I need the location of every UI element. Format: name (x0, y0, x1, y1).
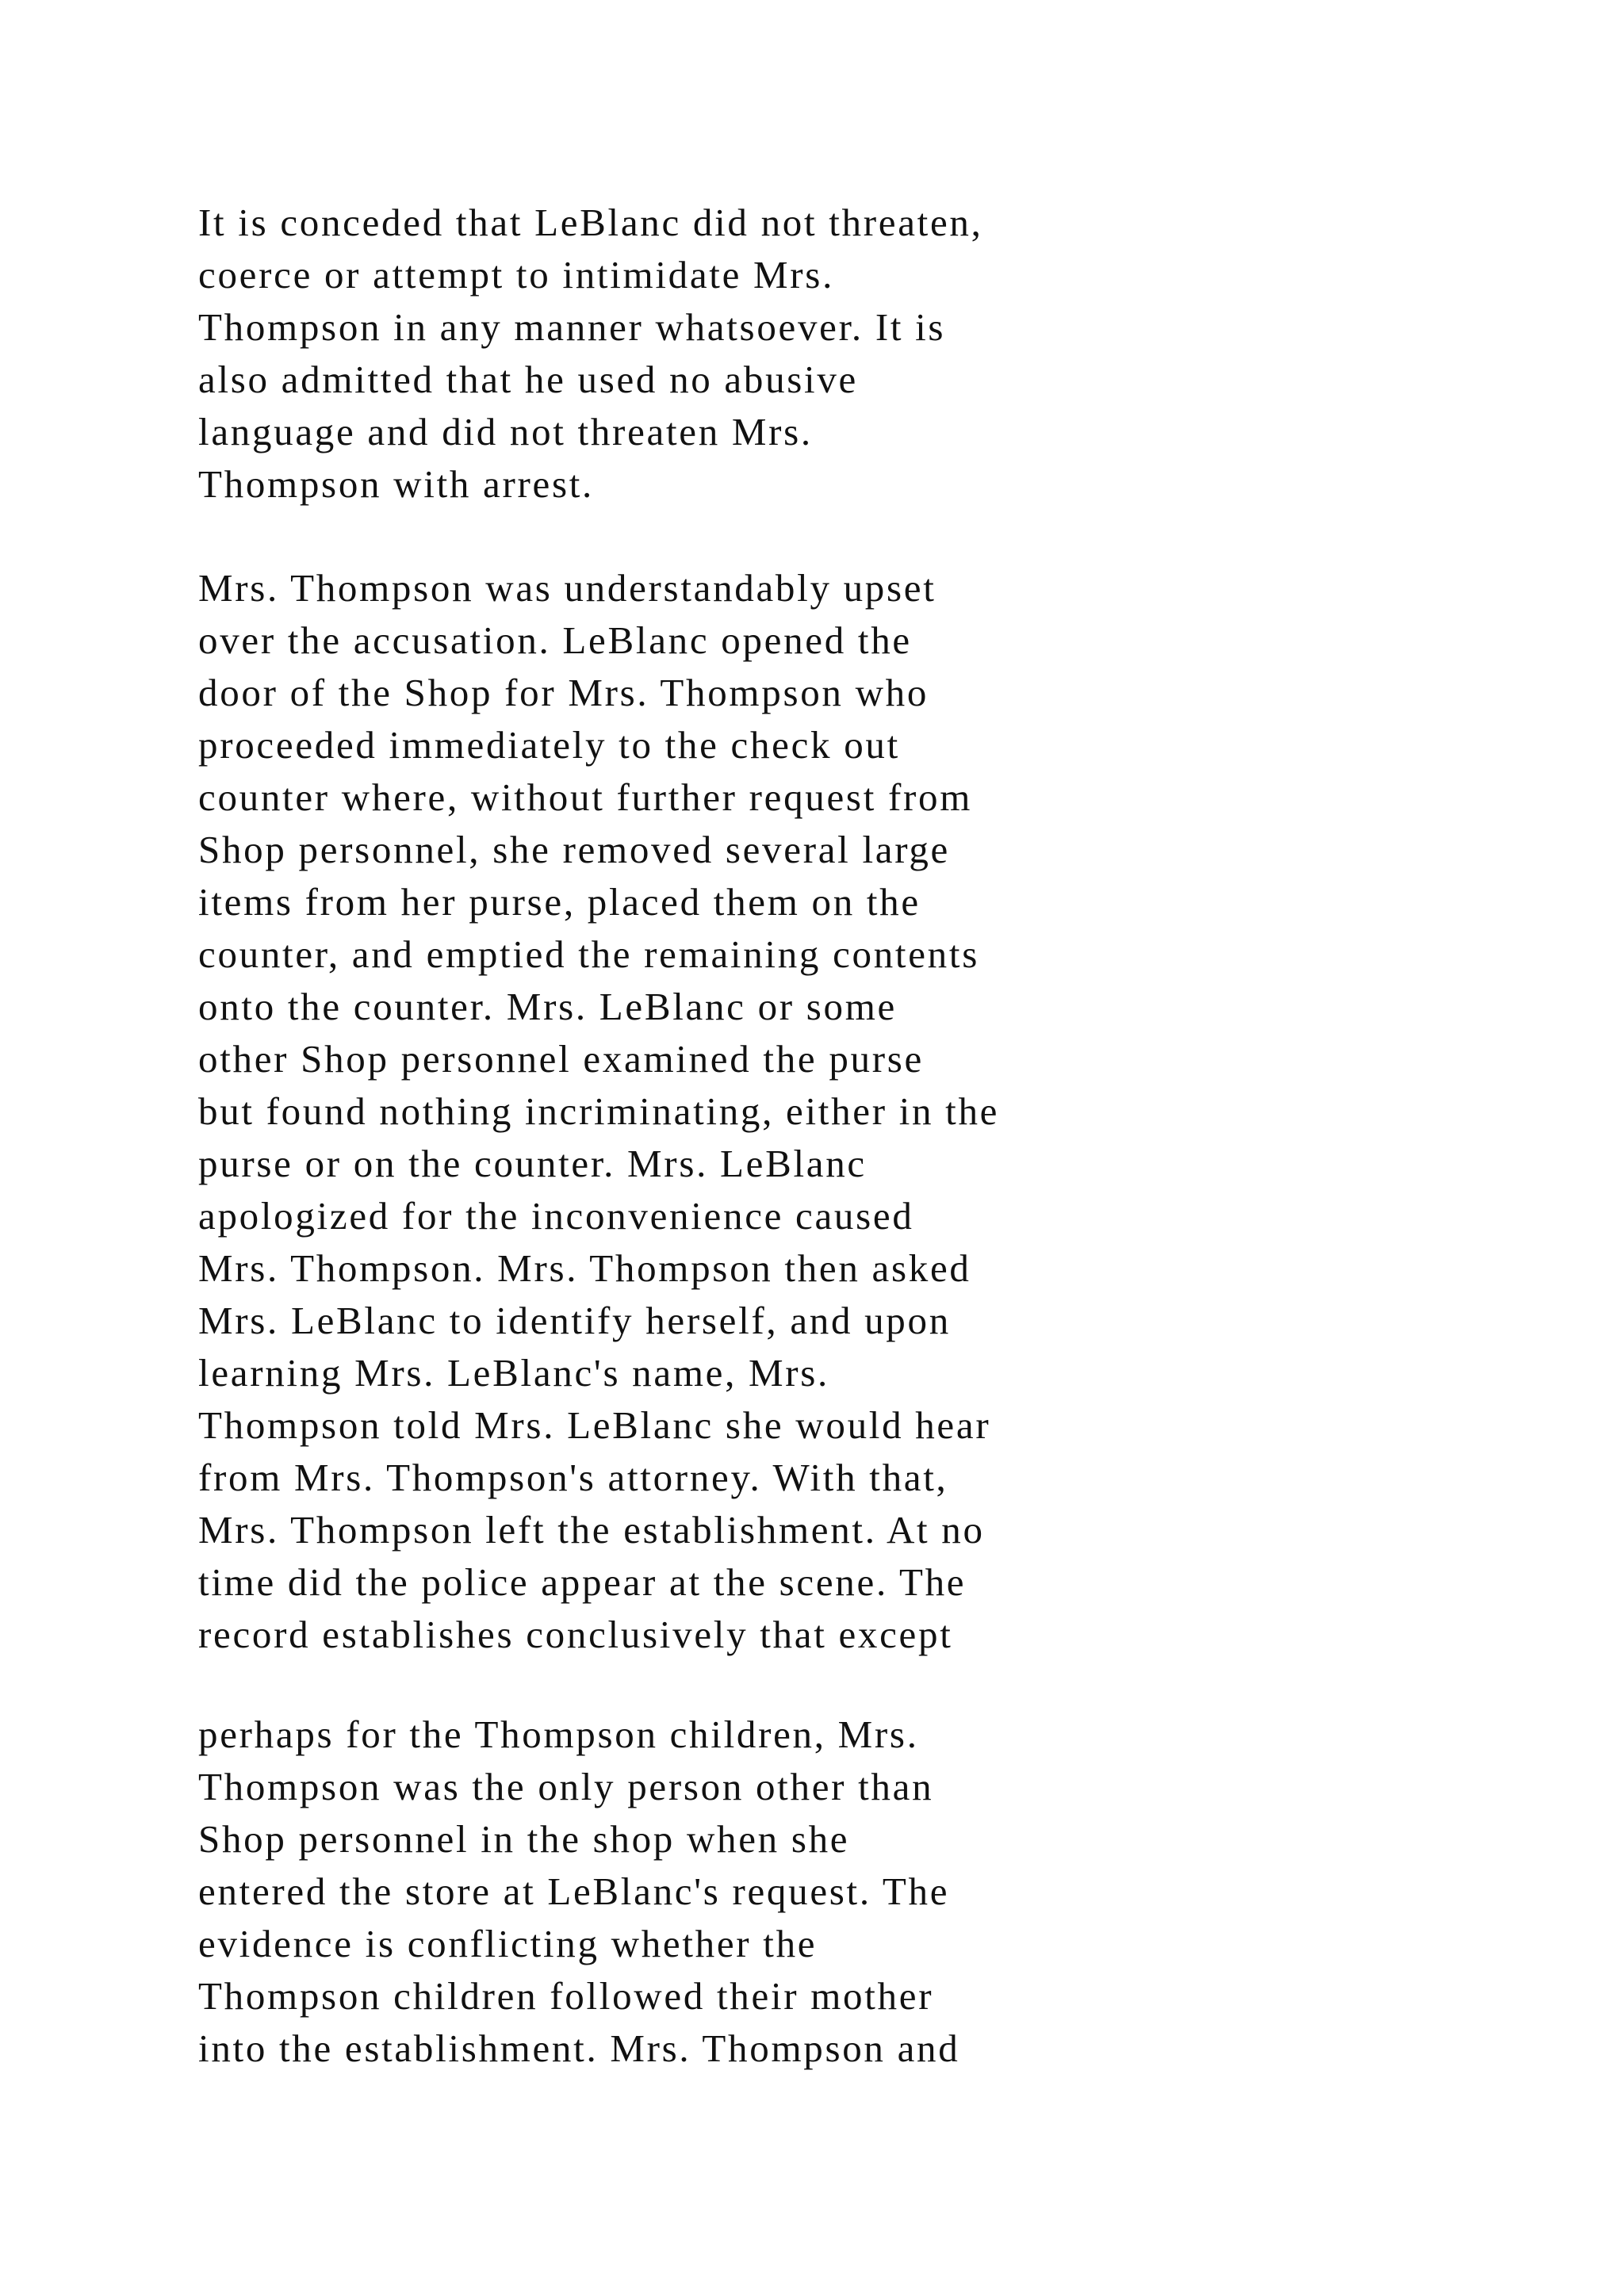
text-line: learning Mrs. LeBlanc's name, Mrs. (198, 1351, 829, 1395)
text-line: Mrs. LeBlanc to identify herself, and upon (198, 1299, 951, 1342)
text-line: proceeded immediately to the check out (198, 723, 900, 767)
text-line: apologized for the inconvenience caused (198, 1194, 914, 1238)
text-line: Thompson was the only person other than (198, 1765, 934, 1808)
paragraph-1 (198, 197, 1388, 511)
text-line: Shop personnel, she removed several large (198, 828, 950, 871)
text-line: other Shop personnel examined the purse (198, 1037, 924, 1081)
text-line: Thompson told Mrs. LeBlanc she would hear (198, 1403, 991, 1447)
text-line: items from her purse, placed them on the (198, 880, 921, 924)
text-line: record establishes conclusively that except (198, 1613, 953, 1656)
text-line: Thompson in any manner whatsoever. It is (198, 305, 946, 349)
text-line: Mrs. Thompson was understandably upset (198, 566, 936, 610)
text-line: Mrs. Thompson. Mrs. Thompson then asked (198, 1246, 971, 1290)
text-line: entered the store at LeBlanc's request. The (198, 1869, 950, 1913)
text-line: purse or on the counter. Mrs. LeBlanc (198, 1142, 867, 1185)
text-line: onto the counter. Mrs. LeBlanc or some (198, 985, 897, 1028)
text-line: Thompson with arrest. (198, 462, 594, 506)
text-line: Mrs. Thompson left the establishment. At no (198, 1508, 985, 1552)
text-line: time did the police appear at the scene. The (198, 1560, 967, 1604)
text-line: Shop personnel in the shop when she (198, 1817, 850, 1861)
text-line: Thompson children followed their mother (198, 1974, 934, 2018)
text-line: perhaps for the Thompson children, Mrs. (198, 1712, 919, 1756)
text-line: from Mrs. Thompson's attorney. With that, (198, 1456, 948, 1499)
text-line: language and did not threaten Mrs. (198, 410, 813, 453)
text-line: over the accusation. LeBlanc opened the (198, 618, 912, 662)
paragraph-2 (198, 562, 1388, 1661)
text-line: counter, and emptied the remaining contents (198, 932, 979, 976)
paragraph-3 (198, 1709, 1388, 2075)
text-line: door of the Shop for Mrs. Thompson who (198, 671, 929, 714)
text-line: but found nothing incriminating, either in the (198, 1089, 1000, 1133)
text-line: coerce or attempt to intimidate Mrs. (198, 253, 835, 297)
text-line: evidence is conflicting whether the (198, 1922, 818, 1965)
text-line: into the establishment. Mrs. Thompson and (198, 2026, 960, 2070)
text-line: also admitted that he used no abusive (198, 358, 859, 401)
text-line: It is conceded that LeBlanc did not threaten, (198, 201, 983, 244)
text-line: counter where, without further request from (198, 775, 973, 819)
